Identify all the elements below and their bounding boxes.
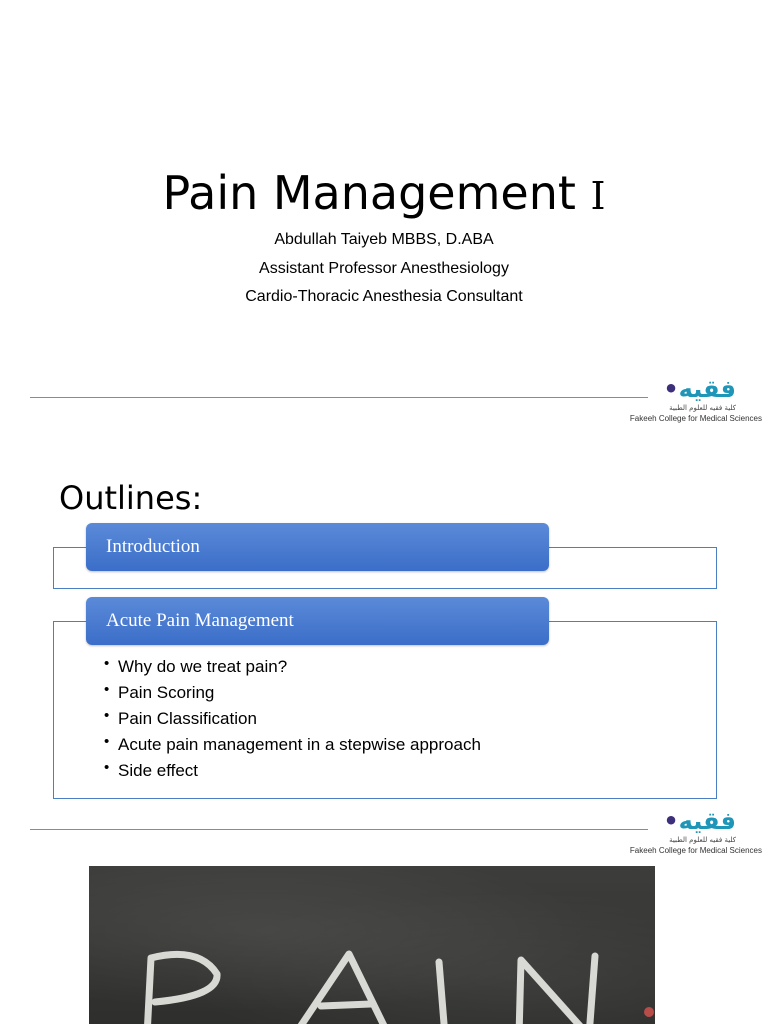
section-introduction: Introduction: [86, 523, 549, 571]
list-item: • Acute pain management in a stepwise approach: [104, 733, 481, 754]
chalkboard-slide: [0, 864, 768, 1024]
college-logo: [626, 375, 762, 424]
chalkboard-image: [89, 866, 655, 1024]
list-item: • Side effect: [104, 759, 199, 780]
outlines-slide: [0, 432, 768, 864]
role-line: Cardio-Thoracic Anesthesia Consultant: [245, 288, 523, 305]
college-logo: [626, 807, 762, 856]
title-slide: [0, 0, 768, 432]
list-item: • Why do we treat pain?: [104, 655, 288, 676]
position-line: Assistant Professor Anesthesiology: [259, 260, 509, 277]
footer-rule: [30, 829, 648, 830]
logo-mark: •فقيه: [663, 375, 736, 403]
logo-mark: •فقيه: [663, 807, 736, 835]
outline-bullet-list: [104, 654, 481, 784]
logo-english-name: Fakeeh College for Medical Sciences: [629, 846, 762, 855]
slide-title: [0, 166, 768, 223]
logo-arabic-name: كلية فقيه للعلوم الطبية: [669, 404, 736, 412]
outlines-heading: Outlines:: [59, 479, 203, 517]
logo-arabic-name: كلية فقيه للعلوم الطبية: [669, 836, 736, 844]
list-item: • Pain Scoring: [104, 681, 215, 702]
logo-english-name: Fakeeh College for Medical Sciences: [629, 414, 762, 423]
list-item: • Pain Classification: [104, 707, 257, 728]
title-text: Pain Management: [162, 166, 591, 220]
chalk-lettering: [89, 866, 655, 1024]
footer-rule: [30, 397, 648, 398]
section-acute-pain-management: Acute Pain Management: [86, 597, 549, 645]
title-roman-numeral: I: [590, 174, 606, 218]
author-line: Abdullah Taiyeb MBBS, D.ABA: [274, 231, 494, 248]
